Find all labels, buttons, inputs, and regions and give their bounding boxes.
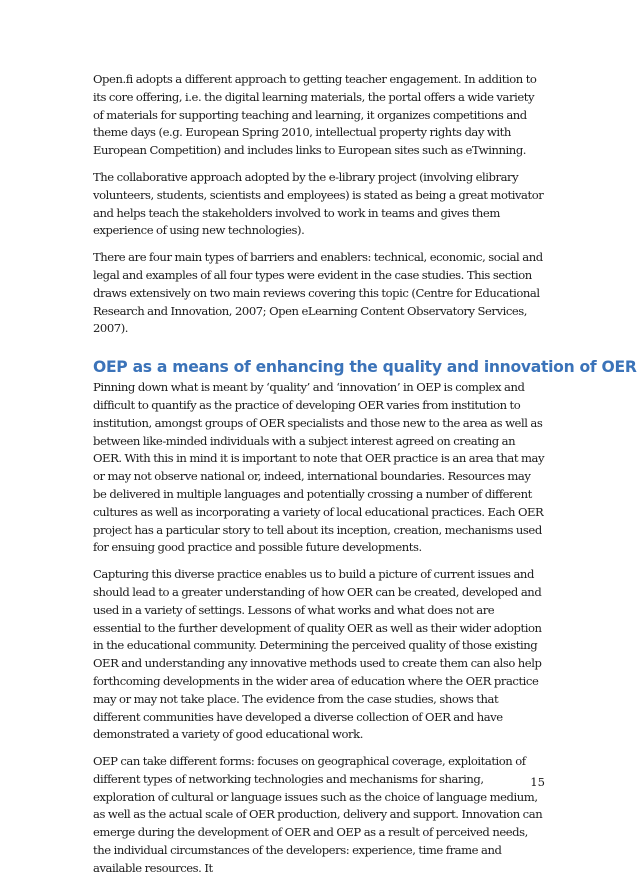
page-body [93,71,637,887]
body-paragraph: Open.fi adopts a different approach to getting teacher engagement. In addition to its core offering, i.e. the digital learning materials, the portal offers a wide variety of materials for supporting teaching and learning, it organizes competitions and theme days (e.g. European Spring 2010, intellectual property rights day with European Competition) and includes links to European sites such as eTwinning. [93,72,537,158]
body-paragraph: There are four main types of barriers and enablers: technical, economic, social and legal and examples of all four types were evident in the case studies. This section draws extensively on two main reviews covering this topic (Centre for Educational Research and Innovation, 2007; Open eLearning Content Observatory Services, 2007). [93,250,543,336]
body-paragraph: OEP can take different forms: focuses on geographical coverage, exploitation of different types of networking technologies and mechanisms for sharing, exploration of cultural or language issues such as the choice of language medium, as well as the actual scale of OER production, delivery and support. Innovation can emerge during the development of OER and OEP as a result of perceived needs, the individual circumstances of the developers: experience, time frame and available resources. It [93,754,543,875]
body-paragraph: The collaborative approach adopted by the e-library project (involving elibrary volunteers, students, scientists and employees) is stated as being a great motivator and helps teach the stakeholders involved to work in teams and gives them experience of using new technologies). [93,169,544,238]
body-paragraph: Pinning down what is meant by ‘quality’ and ‘innovation’ in OEP is complex and difficult to quantify as the practice of developing OER varies from institution to institution, amongst groups of OER specialists and those new to the area as well as between like-minded individuals with a subject interest agreed on creating an OER. With this in mind it is important to note that OER practice is an area that may or may not observe national or, indeed, international boundaries. Resources may be delivered in multiple languages and potentially crossing a number of different cultures as well as incorporating a variety of local educational practices. Each OER project has a particular story to tell about its inception, creation, mechanisms used for ensuing good practice and possible future developments. [93,380,545,555]
page-number: 15 [530,775,545,789]
body-paragraph: Capturing this diverse practice enables us to build a picture of current issues and should lead to a greater understanding of how OER can be created, developed and used in a variety of settings. Lessons of what works and what does not are essential to the further development of quality OER as well as their wider adoption in the educational community. Determining the perceived quality of those existing OER and understanding any innovative methods used to create them can also help forthcoming developments in the wider area of education where the OER practice may or may not take place. The evidence from the case studies, shows that different communities have developed a diverse collection of OER and have demonstrated a variety of good educational work. [93,567,542,742]
section-heading: OEP as a means of enhancing the quality and innovation of OER [93,358,637,377]
